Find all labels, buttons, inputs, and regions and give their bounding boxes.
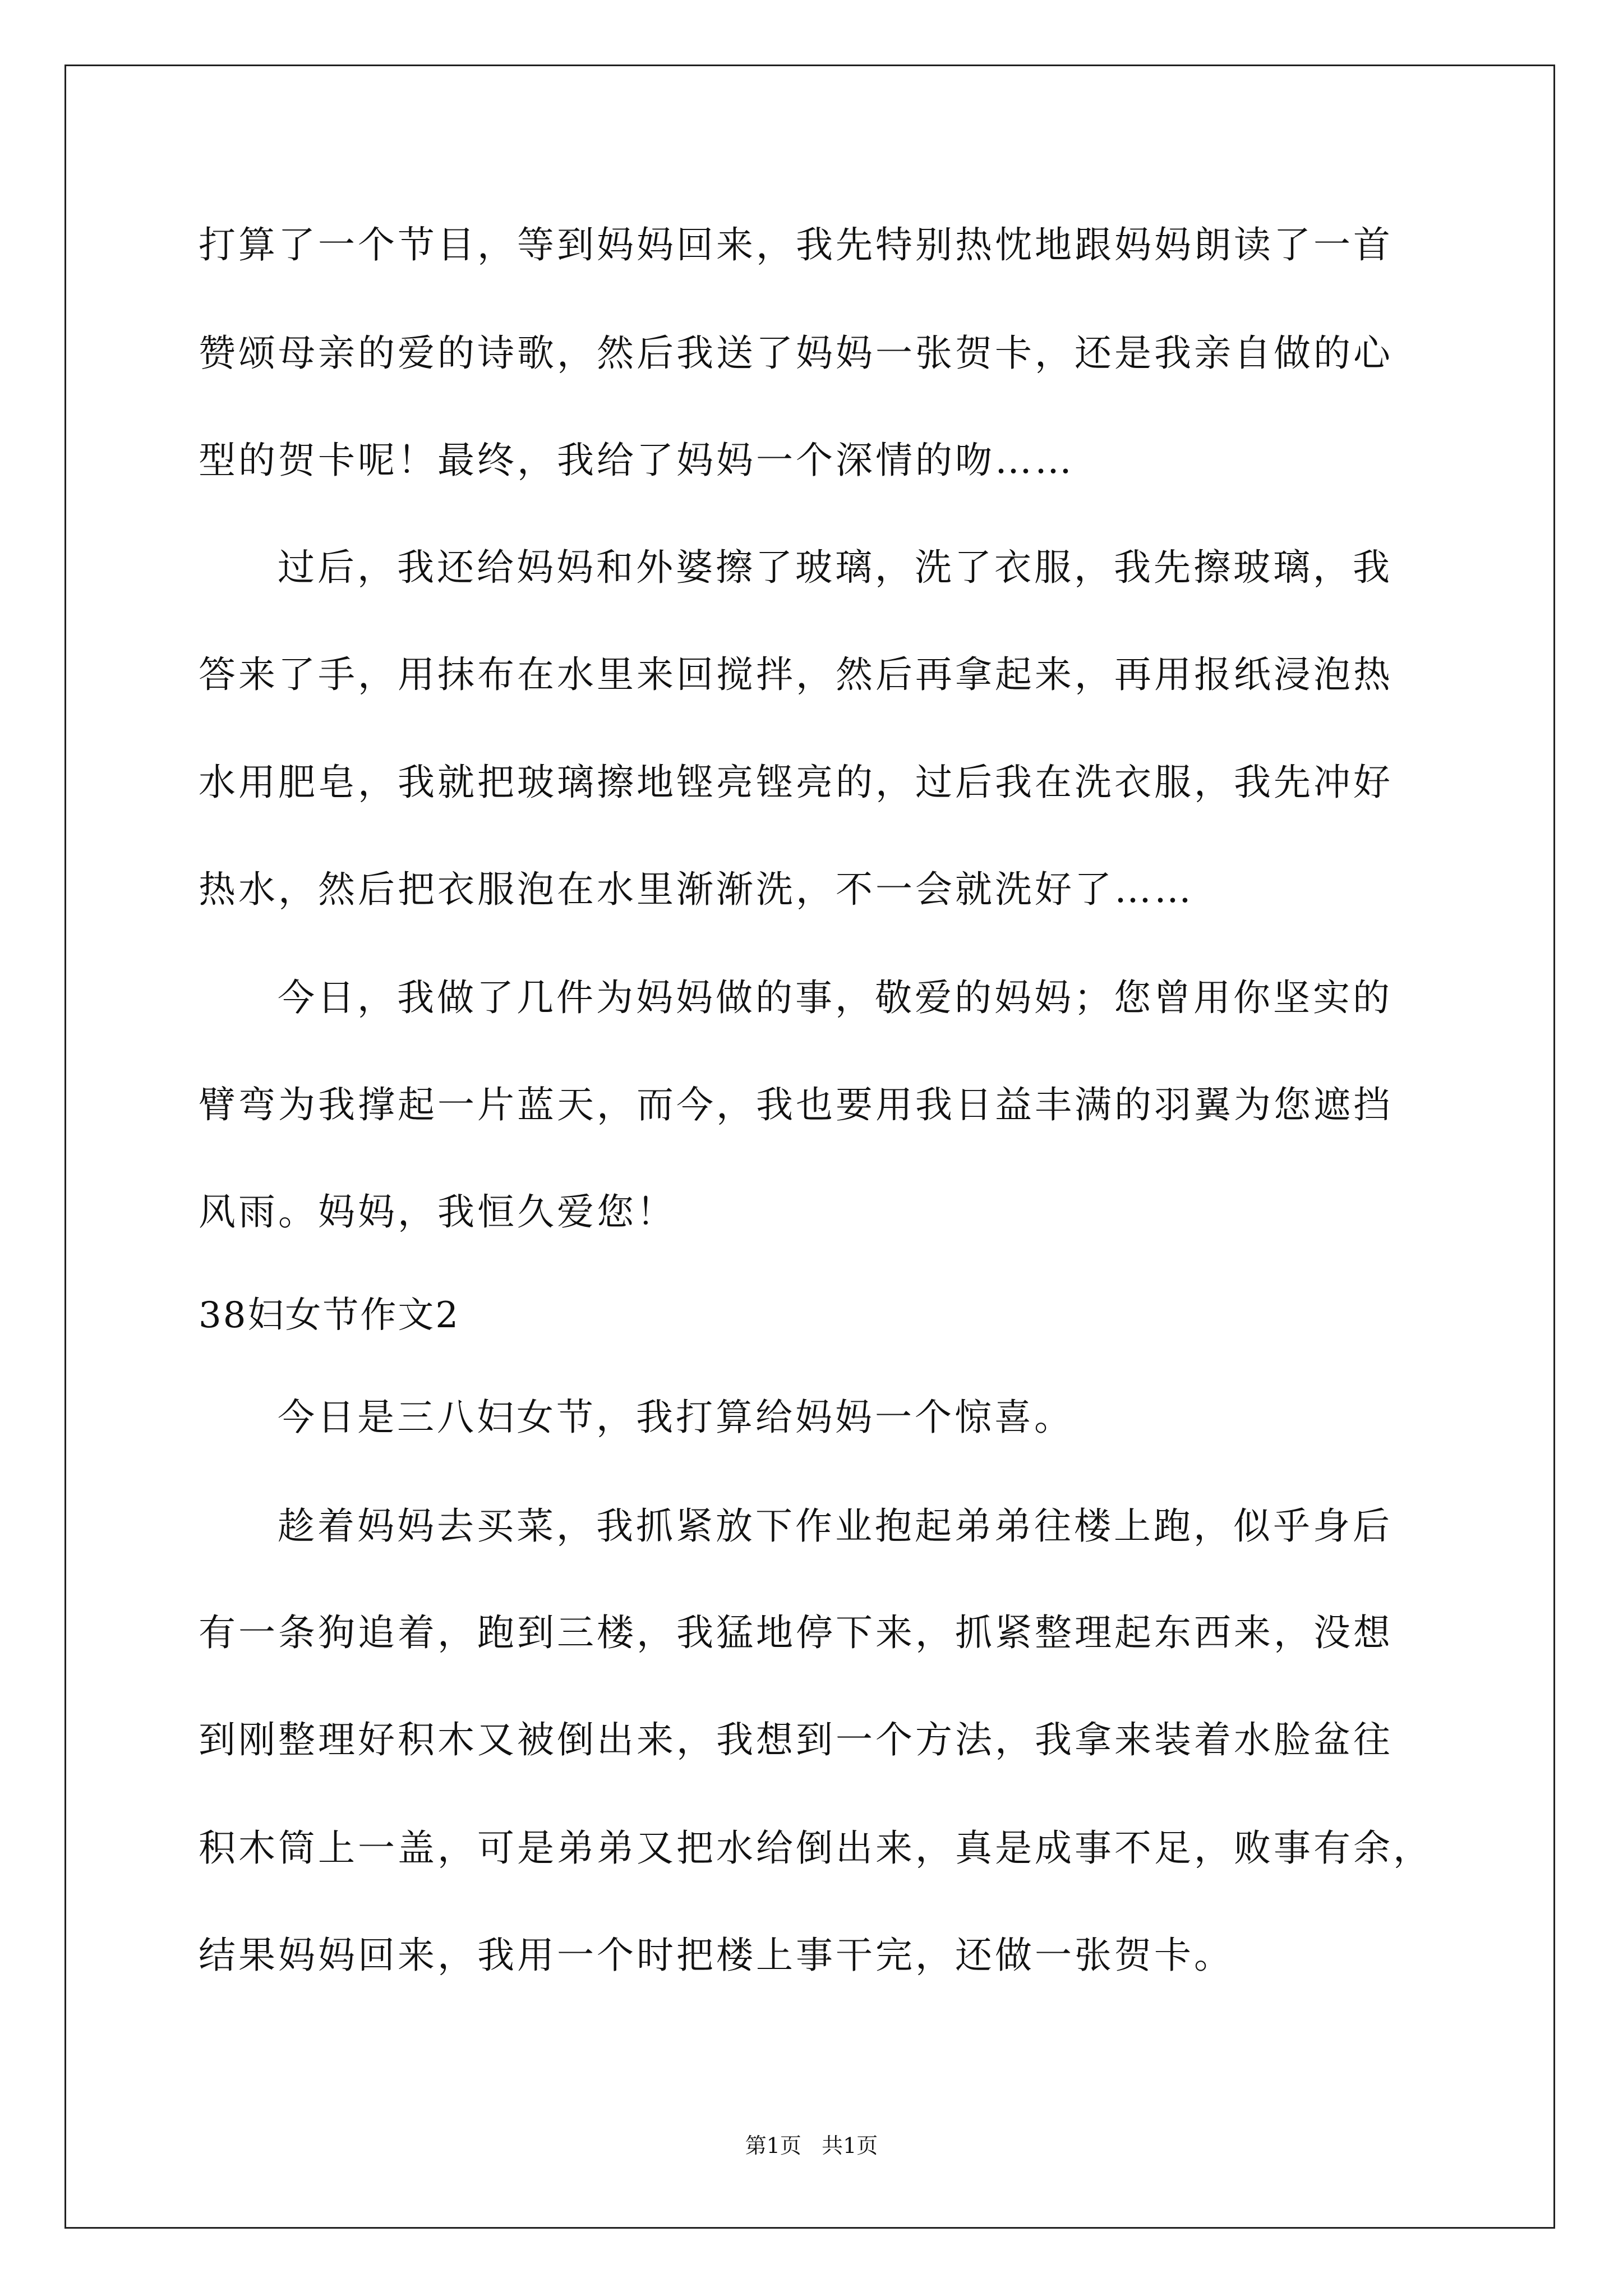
paragraph-2-line-1: 过后，我还给妈妈和外婆擦了玻璃，洗了衣服，我先擦玻璃，我 [278,546,1393,589]
paragraph-2-line-4: 热水，然后把衣服泡在水里渐渐洗，不一会就洗好了…… [199,868,1194,911]
paragraph-3-line-2: 臂弯为我撑起一片蓝天，而今，我也要用我日益丰满的羽翼为您遮挡 [199,1083,1393,1126]
section-paragraph-2-line-4: 积木筒上一盖，可是弟弟又把水给倒出来，真是成事不足，败事有余， [199,1826,1433,1870]
section-heading: 38妇女节作文2 [199,1295,460,1336]
paragraph-1-line-3: 型的贺卡呢！最终，我给了妈妈一个深情的吻…… [199,439,1075,482]
paragraph-2-line-3: 水用肥皂，我就把玻璃擦地铿亮铿亮的，过后我在洗衣服，我先冲好 [199,761,1393,804]
paragraph-1-line-2: 赞颂母亲的爱的诗歌，然后我送了妈妈一张贺卡，还是我亲自做的心 [199,332,1393,375]
page-number-footer: 第1页 共1页 [745,2133,878,2158]
paragraph-3-line-1: 今日，我做了几件为妈妈做的事，敬爱的妈妈；您曾用你坚实的 [278,976,1393,1019]
section-paragraph-1-line-1: 今日是三八妇女节，我打算给妈妈一个惊喜。 [278,1396,1074,1439]
page-border [64,65,1555,2229]
section-paragraph-2-line-3: 到刚整理好积木又被倒出来，我想到一个方法，我拿来装着水脸盆往 [199,1718,1393,1761]
paragraph-2-line-2: 答来了手，用抹布在水里来回搅拌，然后再拿起来，再用报纸浸泡热 [199,653,1393,696]
paragraph-3-line-3: 风雨。妈妈，我恒久爱您！ [199,1190,676,1234]
section-paragraph-2-line-1: 趁着妈妈去买菜，我抓紧放下作业抱起弟弟往楼上跑，似乎身后 [278,1504,1393,1548]
section-paragraph-2-line-5: 结果妈妈回来，我用一个时把楼上事干完，还做一张贺卡。 [199,1934,1234,1977]
section-paragraph-2-line-2: 有一条狗追着，跑到三楼，我猛地停下来，抓紧整理起东西来，没想 [199,1611,1393,1654]
paragraph-1-line-1: 打算了一个节目，等到妈妈回来，我先特别热忱地跟妈妈朗读了一首 [199,223,1393,266]
